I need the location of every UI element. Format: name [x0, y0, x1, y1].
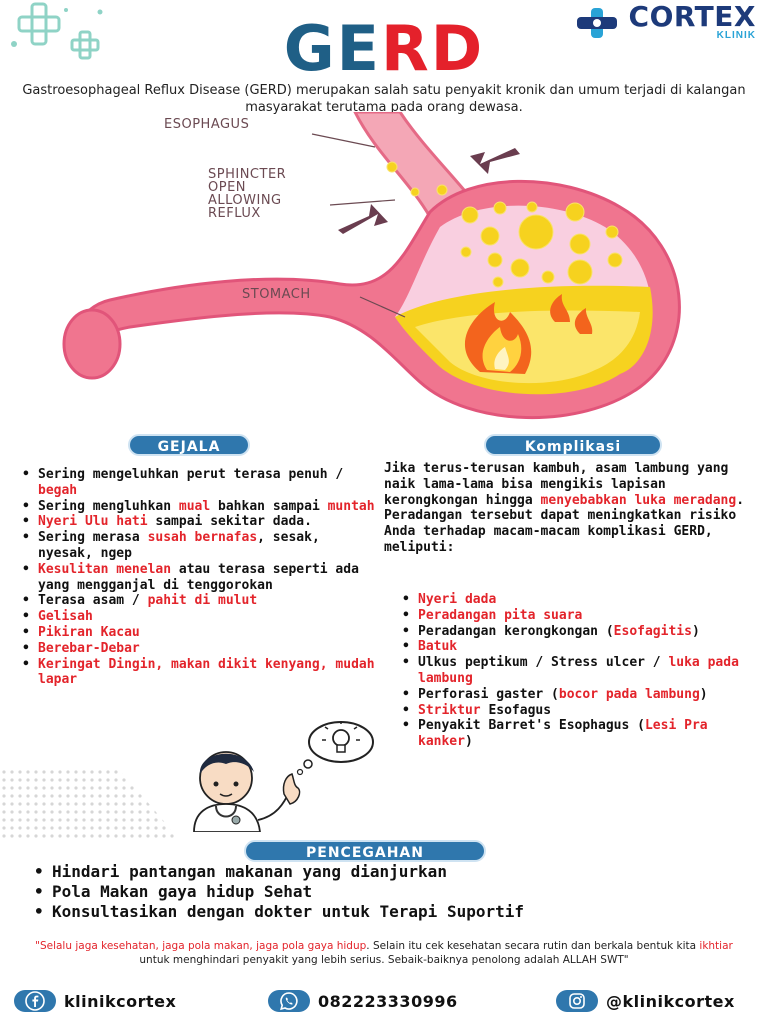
footer	[0, 990, 768, 1016]
list-item: • Ulkus peptikum / Stress ulcer / luka pada lambung	[396, 655, 756, 687]
instagram-icon	[556, 990, 598, 1012]
list-item: • Sering merasa susah bernafas, sesak, nyesak, ngep	[16, 530, 376, 562]
list-item: • Peradangan kerongkongan (Esofagitis)	[396, 624, 756, 640]
brand-sub: KLINIK	[716, 30, 756, 41]
pencegahan-list	[30, 862, 524, 922]
label-stomach: STOMACH	[242, 287, 311, 302]
list-item: • Perforasi gaster (bocor pada lambung)	[396, 687, 756, 703]
list-item: • Batuk	[396, 639, 756, 655]
quote-text: "Selalu jaga kesehatan, jaga pola makan, jaga pola gaya hidup. Selain itu cek kesehatan secara rutin dan berkala bentuk kita ikhtiar untuk menghindari penyakit yang lebih serius. Sebaik-baiknya penolong adalah ALLAH SWT"	[35, 940, 733, 966]
list-item: • Keringat Dingin, makan dikit kenyang, mudah lapar	[16, 657, 376, 689]
list-item: • Berebar-Debar	[16, 641, 376, 657]
list-item: • Pola Makan gaya hidup Sehat	[30, 882, 524, 902]
footer-whatsapp[interactable]	[268, 990, 458, 1012]
label-sphincter-2: OPEN	[208, 180, 247, 195]
list-item: • Striktur Esofagus	[396, 703, 756, 719]
doctor-illustration	[186, 720, 386, 832]
intro-text: Gastroesophageal Reflux Disease (GERD) merupakan salah satu penyakit kronik dan umum terjadi di kalangan masyarakat terutama pada orang dewasa.	[22, 83, 746, 115]
brand-name: CORTEX	[628, 0, 756, 33]
label-sphincter-4: REFLUX	[208, 206, 261, 221]
instagram-handle: @klinikcortex	[606, 991, 735, 1011]
list-item: • Nyeri dada	[396, 592, 756, 608]
label-sphincter-1: SPHINCTER	[208, 167, 287, 182]
pencegahan-heading: PENCEGAHAN	[244, 840, 486, 862]
footer-facebook[interactable]	[14, 990, 176, 1012]
list-item: • Penyakit Barret's Esophagus (Lesi Pra kanker)	[396, 718, 756, 750]
list-item: • Kesulitan menelan atau terasa seperti ada yang mengganjal di tenggorokan	[16, 562, 376, 594]
title-part-2: RD	[381, 12, 485, 85]
komplikasi-list	[396, 592, 756, 750]
list-item: • Sering mengeluhkan perut terasa penuh / begah	[16, 467, 376, 499]
stomach-illustration	[0, 112, 768, 432]
gejala-list	[16, 467, 376, 688]
title-part-1: GE	[283, 12, 382, 85]
footer-instagram[interactable]	[556, 990, 735, 1012]
list-item: • Gelisah	[16, 609, 376, 625]
label-esophagus: ESOPHAGUS	[164, 117, 250, 132]
page-title	[0, 14, 768, 84]
list-item: • Sering mengluhkan mual bahkan sampai muntah	[16, 499, 376, 515]
whatsapp-icon	[268, 990, 310, 1012]
list-item: • Peradangan pita suara	[396, 608, 756, 624]
facebook-icon	[14, 990, 56, 1012]
list-item: • Pikiran Kacau	[16, 625, 376, 641]
komplikasi-paragraph: Jika terus-terusan kambuh, asam lambung yang naik lama-lama bisa mengikis lapisan kerongkongan hingga menyebabkan luka meradang. Peradangan tersebut dapat meningkatkan risiko Anda terhadap macam-macam komplikasi GERD, meliputi:	[384, 461, 745, 555]
gejala-heading: GEJALA	[128, 434, 250, 456]
komplikasi-heading: Komplikasi	[484, 434, 662, 456]
facebook-handle: klinikcortex	[64, 991, 177, 1011]
list-item: • Nyeri Ulu hati sampai sekitar dada.	[16, 514, 376, 530]
whatsapp-number: 082223330996	[318, 991, 458, 1011]
list-item: • Konsultasikan dengan dokter untuk Terapi Suportif	[30, 902, 524, 922]
list-item: • Hindari pantangan makanan yang dianjurkan	[30, 862, 524, 882]
dotted-pattern-decoration	[0, 760, 190, 840]
list-item: • Terasa asam / pahit di mulut	[16, 593, 376, 609]
label-sphincter-3: ALLOWING	[208, 193, 282, 208]
